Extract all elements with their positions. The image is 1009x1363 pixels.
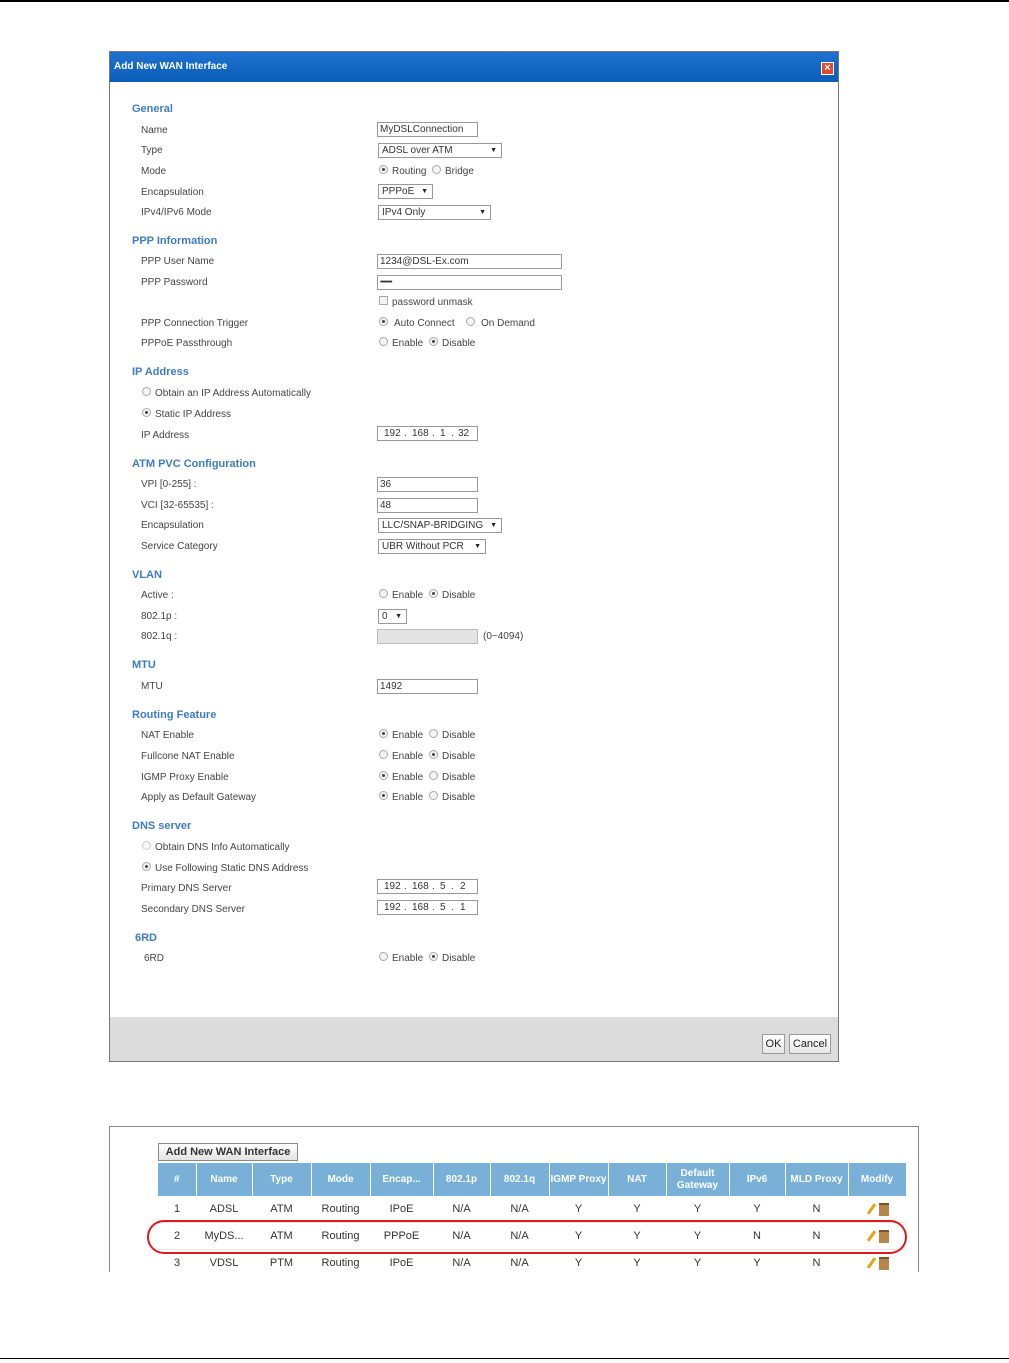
- chevron-down-icon: ▼: [421, 188, 428, 195]
- cell-index: 3: [158, 1250, 196, 1273]
- ip-octet-2: 168: [412, 428, 429, 439]
- vlan-8021p-select-value: 0: [382, 611, 388, 622]
- col-header-8021q: 802.1q: [490, 1163, 549, 1196]
- cell-ipv6: N: [729, 1223, 785, 1250]
- mode-bridge-label: Bridge: [445, 166, 474, 177]
- ip-address-label: IP Address: [141, 430, 190, 441]
- col-header-ipv6: IPv6: [729, 1163, 785, 1196]
- cell-ipv6: Y: [729, 1196, 785, 1223]
- passthrough-disable-radio[interactable]: [429, 337, 438, 346]
- passthrough-disable-label: Disable: [442, 338, 476, 349]
- table-row: [158, 1196, 906, 1223]
- nat-enable-option: Enable: [392, 730, 424, 741]
- 6rd-label: 6RD: [144, 953, 165, 964]
- cell-8021p: N/A: [433, 1250, 490, 1273]
- cell-mld-proxy: N: [785, 1250, 848, 1273]
- vpi-label: VPI [0-255] :: [141, 479, 197, 490]
- primary-dns-octet-2: 168: [412, 881, 429, 892]
- gateway-enable-radio[interactable]: [379, 791, 388, 800]
- col-header-default-gateway: Default Gateway: [666, 1163, 729, 1196]
- mode-label: Mode: [141, 166, 167, 177]
- 6rd-disable-radio[interactable]: [429, 952, 438, 961]
- secondary-dns-label: Secondary DNS Server: [141, 904, 245, 915]
- cell-type: PTM: [252, 1250, 311, 1273]
- trigger-demand-label: On Demand: [481, 318, 535, 329]
- cell-ipv6: Y: [729, 1250, 785, 1273]
- mode-routing-label: Routing: [392, 166, 427, 177]
- ok-button[interactable]: OK: [762, 1034, 785, 1054]
- fullcone-nat-label: Fullcone NAT Enable: [141, 751, 235, 762]
- cell-type: ATM: [252, 1196, 311, 1223]
- ipmode-select[interactable]: [378, 205, 491, 220]
- passthrough-enable-label: Enable: [392, 338, 424, 349]
- atm-encap-select[interactable]: [378, 518, 502, 533]
- name-label: Name: [141, 125, 168, 136]
- chevron-down-icon: ▼: [490, 147, 497, 154]
- section-routing-heading: Routing Feature: [132, 709, 217, 721]
- cell-name: MyDS...: [196, 1223, 252, 1250]
- trash-icon[interactable]: [879, 1257, 889, 1270]
- service-category-select[interactable]: [378, 539, 486, 554]
- cell-index: 2: [158, 1223, 196, 1250]
- vlan-disable-label: Disable: [442, 590, 476, 601]
- col-header-encap: Encap...: [370, 1163, 433, 1196]
- add-new-wan-interface-button[interactable]: Add New WAN Interface: [158, 1143, 298, 1161]
- ip-auto-radio[interactable]: [142, 387, 151, 396]
- atm-encap-select-value: LLC/SNAP-BRIDGING: [382, 520, 484, 531]
- fullcone-enable-radio[interactable]: [379, 750, 388, 759]
- igmp-enable-radio[interactable]: [379, 771, 388, 780]
- igmp-disable-radio[interactable]: [429, 771, 438, 780]
- encapsulation-select[interactable]: [378, 184, 433, 199]
- dns-static-label: Use Following Static DNS Address: [155, 863, 309, 874]
- password-unmask-label: password unmask: [392, 297, 473, 308]
- section-6rd-heading: 6RD: [135, 932, 158, 944]
- ipmode-select-value: IPv4 Only: [382, 207, 426, 218]
- page-top-rule: [0, 0, 1009, 2]
- fullcone-disable-option: Disable: [442, 751, 476, 762]
- dns-auto-label: Obtain DNS Info Automatically: [155, 842, 290, 853]
- trigger-auto-label: Auto Connect: [394, 318, 455, 329]
- mtu-label: MTU: [141, 681, 163, 692]
- fullcone-disable-radio[interactable]: [429, 750, 438, 759]
- nat-enable-radio[interactable]: [379, 729, 388, 738]
- ipmode-label: IPv4/IPv6 Mode: [141, 207, 212, 218]
- table-header-row: [158, 1163, 906, 1196]
- cell-modify: [848, 1196, 906, 1223]
- section-ppp-heading: PPP Information: [132, 235, 218, 247]
- cell-nat: Y: [608, 1196, 666, 1223]
- gateway-enable-option: Enable: [392, 792, 424, 803]
- cell-nat: Y: [608, 1250, 666, 1273]
- primary-dns-octet-4: 2: [460, 881, 466, 892]
- igmp-disable-option: Disable: [442, 772, 476, 783]
- vlan-enable-radio[interactable]: [379, 589, 388, 598]
- vlan-8021q-label: 802.1q :: [141, 631, 178, 642]
- section-mtu-heading: MTU: [132, 659, 156, 671]
- vpi-input[interactable]: 36: [377, 477, 478, 492]
- cell-encap: PPPoE: [370, 1223, 433, 1250]
- chevron-down-icon: ▼: [474, 543, 481, 550]
- pppoe-passthrough-label: PPPoE Passthrough: [141, 338, 233, 349]
- edit-icon[interactable]: [866, 1257, 877, 1269]
- cell-index: 1: [158, 1196, 196, 1223]
- nat-enable-label: NAT Enable: [141, 730, 194, 741]
- secondary-dns-input[interactable]: 192 . 168 . 5 . 1: [377, 900, 478, 915]
- default-gateway-label: Apply as Default Gateway: [141, 792, 257, 803]
- col-header-8021p: 802.1p: [433, 1163, 490, 1196]
- trash-icon[interactable]: [879, 1203, 889, 1216]
- col-header-mode: Mode: [311, 1163, 370, 1196]
- ip-octet-1: 192: [384, 428, 401, 439]
- col-header-nat: NAT: [608, 1163, 666, 1196]
- ip-auto-label: Obtain an IP Address Automatically: [155, 388, 312, 399]
- cell-mld-proxy: N: [785, 1196, 848, 1223]
- cell-name: VDSL: [196, 1250, 252, 1273]
- section-dns-heading: DNS server: [132, 820, 192, 832]
- cell-default-gateway: Y: [666, 1196, 729, 1223]
- igmp-enable-option: Enable: [392, 772, 424, 783]
- cell-name: ADSL: [196, 1196, 252, 1223]
- secondary-dns-octet-1: 192: [384, 902, 401, 913]
- ip-static-radio[interactable]: [142, 408, 151, 417]
- gateway-disable-radio[interactable]: [429, 791, 438, 800]
- ppp-user-input[interactable]: 1234@DSL-Ex.com: [377, 254, 562, 269]
- encapsulation-label: Encapsulation: [141, 187, 204, 198]
- vlan-disable-radio[interactable]: [429, 589, 438, 598]
- col-header-type: Type: [252, 1163, 311, 1196]
- secondary-dns-octet-3: 5: [440, 902, 446, 913]
- col-header-modify: Modify: [848, 1163, 906, 1196]
- ppp-user-label: PPP User Name: [141, 256, 215, 267]
- chevron-down-icon: ▼: [395, 613, 402, 620]
- section-ip-heading: IP Address: [132, 366, 189, 378]
- cell-mode: Routing: [311, 1223, 370, 1250]
- cell-default-gateway: Y: [666, 1223, 729, 1250]
- 6rd-enable-option: Enable: [392, 953, 424, 964]
- nat-disable-radio[interactable]: [429, 729, 438, 738]
- dialog-footer: [110, 1017, 838, 1061]
- edit-icon[interactable]: [866, 1203, 877, 1215]
- trigger-auto-radio[interactable]: [379, 317, 388, 326]
- col-header-index: #: [158, 1163, 196, 1196]
- igmp-proxy-label: IGMP Proxy Enable: [141, 772, 229, 783]
- cell-8021q: N/A: [490, 1196, 549, 1223]
- gateway-disable-option: Disable: [442, 792, 476, 803]
- type-select-value: ADSL over ATM: [382, 145, 453, 156]
- wan-interface-table: [158, 1163, 907, 1272]
- vci-label: VCI [32-65535] :: [141, 500, 214, 511]
- ip-octet-4: 32: [458, 428, 470, 439]
- mode-bridge-radio[interactable]: [432, 165, 441, 174]
- cell-8021q: N/A: [490, 1223, 549, 1250]
- add-wan-dialog: [109, 51, 839, 1062]
- cell-mode: Routing: [311, 1250, 370, 1273]
- chevron-down-icon: ▼: [490, 522, 497, 529]
- close-icon[interactable]: ×: [821, 62, 834, 75]
- dns-static-radio[interactable]: [142, 862, 151, 871]
- vlan-8021p-label: 802.1p :: [141, 611, 178, 622]
- cancel-button[interactable]: Cancel: [789, 1034, 831, 1054]
- vlan-8021p-select[interactable]: [378, 609, 407, 624]
- cell-nat: Y: [608, 1223, 666, 1250]
- dns-auto-radio[interactable]: [142, 841, 151, 850]
- name-input[interactable]: MyDSLConnection: [377, 122, 478, 137]
- page-bottom-rule: [0, 1358, 1009, 1359]
- cell-default-gateway: Y: [666, 1250, 729, 1273]
- vlan-enable-label: Enable: [392, 590, 424, 601]
- ip-address-input[interactable]: 192 . 168 . 1 . 32: [377, 426, 478, 441]
- section-atm-heading: ATM PVC Configuration: [132, 458, 256, 470]
- fullcone-enable-option: Enable: [392, 751, 424, 762]
- vlan-8021q-range: (0~4094): [483, 631, 524, 642]
- col-header-name: Name: [196, 1163, 252, 1196]
- type-select[interactable]: [378, 143, 502, 158]
- 6rd-enable-radio[interactable]: [379, 952, 388, 961]
- service-category-select-value: UBR Without PCR: [382, 541, 464, 552]
- primary-dns-label: Primary DNS Server: [141, 883, 232, 894]
- chevron-down-icon: ▼: [479, 209, 486, 216]
- ppp-trigger-label: PPP Connection Trigger: [141, 318, 249, 329]
- dialog-body: [110, 82, 838, 1017]
- nat-disable-option: Disable: [442, 730, 476, 741]
- secondary-dns-octet-2: 168: [412, 902, 429, 913]
- cell-igmp-proxy: Y: [549, 1196, 608, 1223]
- primary-dns-octet-1: 192: [384, 881, 401, 892]
- cell-igmp-proxy: Y: [549, 1250, 608, 1273]
- cell-8021p: N/A: [433, 1196, 490, 1223]
- vlan-active-label: Active :: [141, 590, 174, 601]
- ppp-password-input[interactable]: ••••••••: [377, 275, 562, 290]
- vlan-8021q-input[interactable]: [377, 629, 478, 644]
- ip-octet-3: 1: [440, 428, 446, 439]
- cell-encap: IPoE: [370, 1250, 433, 1273]
- mtu-input[interactable]: 1492: [377, 679, 478, 694]
- section-general-heading: General: [132, 103, 173, 115]
- password-unmask-checkbox[interactable]: [379, 296, 388, 305]
- section-vlan-heading: VLAN: [132, 569, 162, 581]
- vci-input[interactable]: 48: [377, 498, 478, 513]
- ppp-password-label: PPP Password: [141, 277, 208, 288]
- encapsulation-select-value: PPPoE: [382, 186, 415, 197]
- trigger-demand-radio[interactable]: [466, 317, 475, 326]
- cell-encap: IPoE: [370, 1196, 433, 1223]
- primary-dns-octet-3: 5: [440, 881, 446, 892]
- passthrough-enable-radio[interactable]: [379, 337, 388, 346]
- mode-routing-radio[interactable]: [379, 165, 388, 174]
- cell-mld-proxy: N: [785, 1223, 848, 1250]
- dialog-title: Add New WAN Interface: [110, 52, 838, 82]
- ip-static-label: Static IP Address: [155, 409, 231, 420]
- row-highlight-outline: [147, 1220, 907, 1254]
- cell-type: ATM: [252, 1223, 311, 1250]
- col-header-mld-proxy: MLD Proxy: [785, 1163, 848, 1196]
- 6rd-disable-option: Disable: [442, 953, 476, 964]
- cell-igmp-proxy: Y: [549, 1223, 608, 1250]
- service-category-label: Service Category: [141, 541, 218, 552]
- cell-8021p: N/A: [433, 1223, 490, 1250]
- secondary-dns-octet-4: 1: [460, 902, 466, 913]
- atm-encap-label: Encapsulation: [141, 520, 204, 531]
- cell-mode: Routing: [311, 1196, 370, 1223]
- type-label: Type: [141, 145, 163, 156]
- cell-8021q: N/A: [490, 1250, 549, 1273]
- col-header-igmp-proxy: IGMP Proxy: [549, 1163, 608, 1196]
- primary-dns-input[interactable]: 192 . 168 . 5 . 2: [377, 879, 478, 894]
